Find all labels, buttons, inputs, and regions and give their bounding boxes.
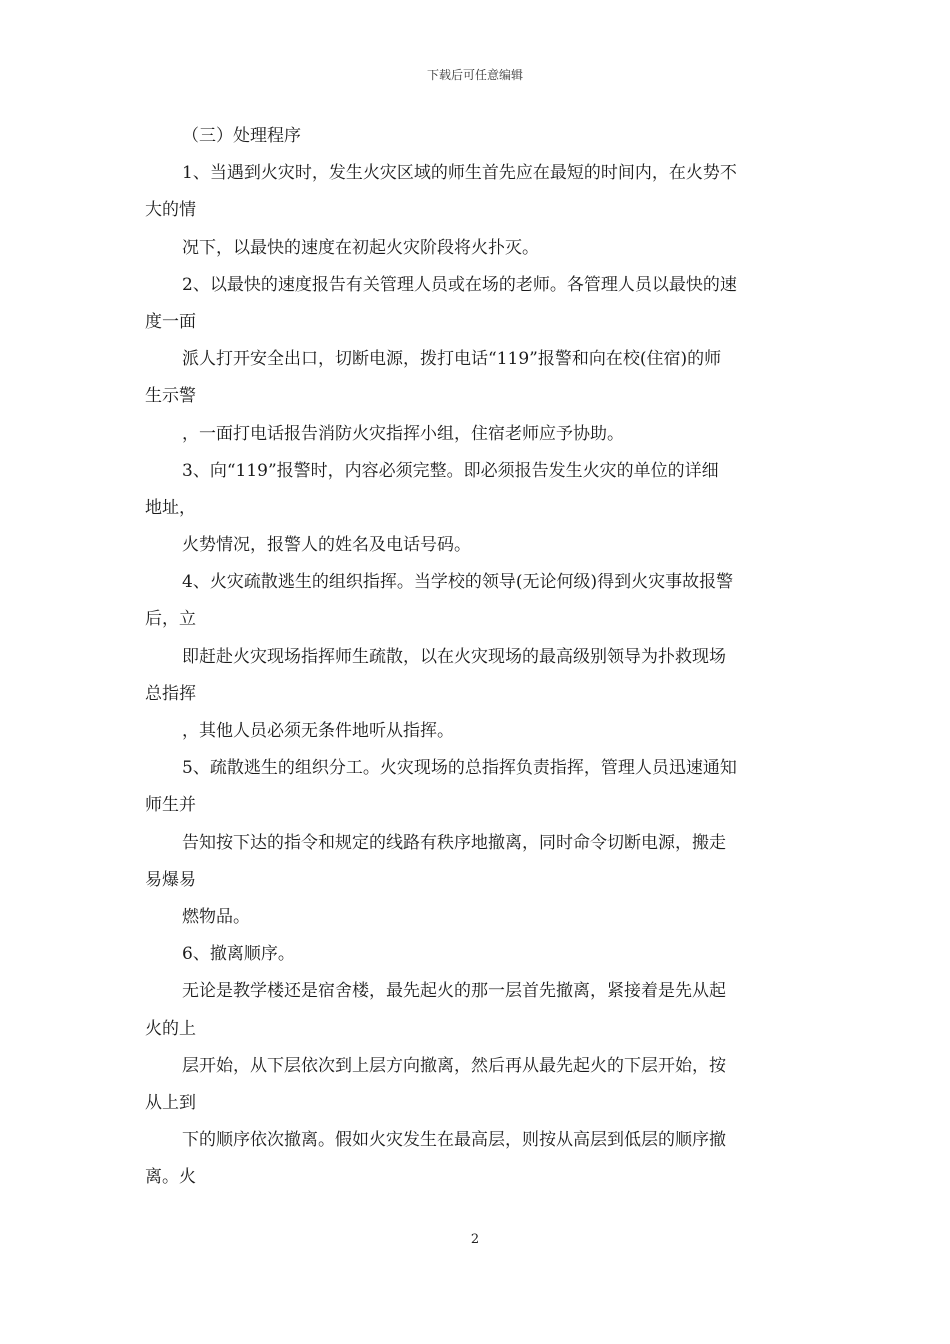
paragraph-line: 度一面 <box>145 311 196 332</box>
paragraph-line: 无论是教学楼还是宿舍楼，最先起火的那一层首先撤离，紧接着是先从起 <box>182 981 726 1002</box>
paragraph-line: 火的上 <box>145 1018 196 1039</box>
paragraph-line: 离。火 <box>145 1167 196 1188</box>
paragraph-line: 6、撤离顺序。 <box>182 944 295 965</box>
paragraph-line: 2、以最快的速度报告有关管理人员或在场的老师。各管理人员以最快的速 <box>182 274 737 295</box>
paragraph-line: 后，立 <box>145 609 196 630</box>
paragraph-line: ，其他人员必须无条件地听从指挥。 <box>182 721 454 741</box>
paragraph-line: 下的顺序依次撤离。假如火灾发生在最高层，则按从高层到低层的顺序撤 <box>182 1130 726 1151</box>
paragraph-line: 况下，以最快的速度在初起火灾阶段将火扑灭。 <box>182 237 539 258</box>
paragraph-line: ，一面打电话报告消防火灾指挥小组，住宿老师应予协助。 <box>182 423 624 444</box>
header-note: 下载后可任意编辑 <box>426 68 523 82</box>
paragraph-line: 派人打开安全出口，切断电源，拨打电话“119”报警和向在校(住宿)的师 <box>182 349 722 370</box>
paragraph-line: 师生并 <box>145 795 196 816</box>
paragraph-line: 1、当遇到火灾时，发生火灾区域的师生首先应在最短的时间内，在火势不 <box>182 163 737 184</box>
paragraph-line: 从上到 <box>145 1092 196 1113</box>
paragraph-line: 层开始，从下层依次到上层方向撤离，然后再从最先起火的下层开始，按 <box>182 1055 726 1076</box>
paragraph-line: 燃物品。 <box>182 906 250 927</box>
paragraph-line: 3、向“119”报警时，内容必须完整。即必须报告发生火灾的单位的详细 <box>182 460 719 481</box>
paragraph-line: 即赶赴火灾现场指挥师生疏散，以在火灾现场的最高级别领导为扑救现场 <box>182 646 726 667</box>
paragraph-line: 告知按下达的指令和规定的线路有秩序地撤离，同时命令切断电源，搬走 <box>182 832 726 853</box>
section-heading: （三）处理程序 <box>182 126 301 146</box>
paragraph-line: 易爆易 <box>145 869 196 890</box>
paragraph-line: 5、疏散逃生的组织分工。火灾现场的总指挥负责指挥，管理人员迅速通知 <box>182 758 737 779</box>
paragraph-line: 生示警 <box>145 386 196 407</box>
paragraph-line: 火势情况，报警人的姓名及电话号码。 <box>182 535 471 556</box>
paragraph-line: 4、火灾疏散逃生的组织指挥。当学校的领导(无论何级)得到火灾事故报警 <box>182 572 734 593</box>
paragraph-line: 总指挥 <box>145 683 196 704</box>
document-body <box>145 118 807 1196</box>
paragraph-line: 地址， <box>145 497 196 518</box>
page-number: 2 <box>470 1232 480 1247</box>
paragraph-line: 大的情 <box>145 200 196 221</box>
